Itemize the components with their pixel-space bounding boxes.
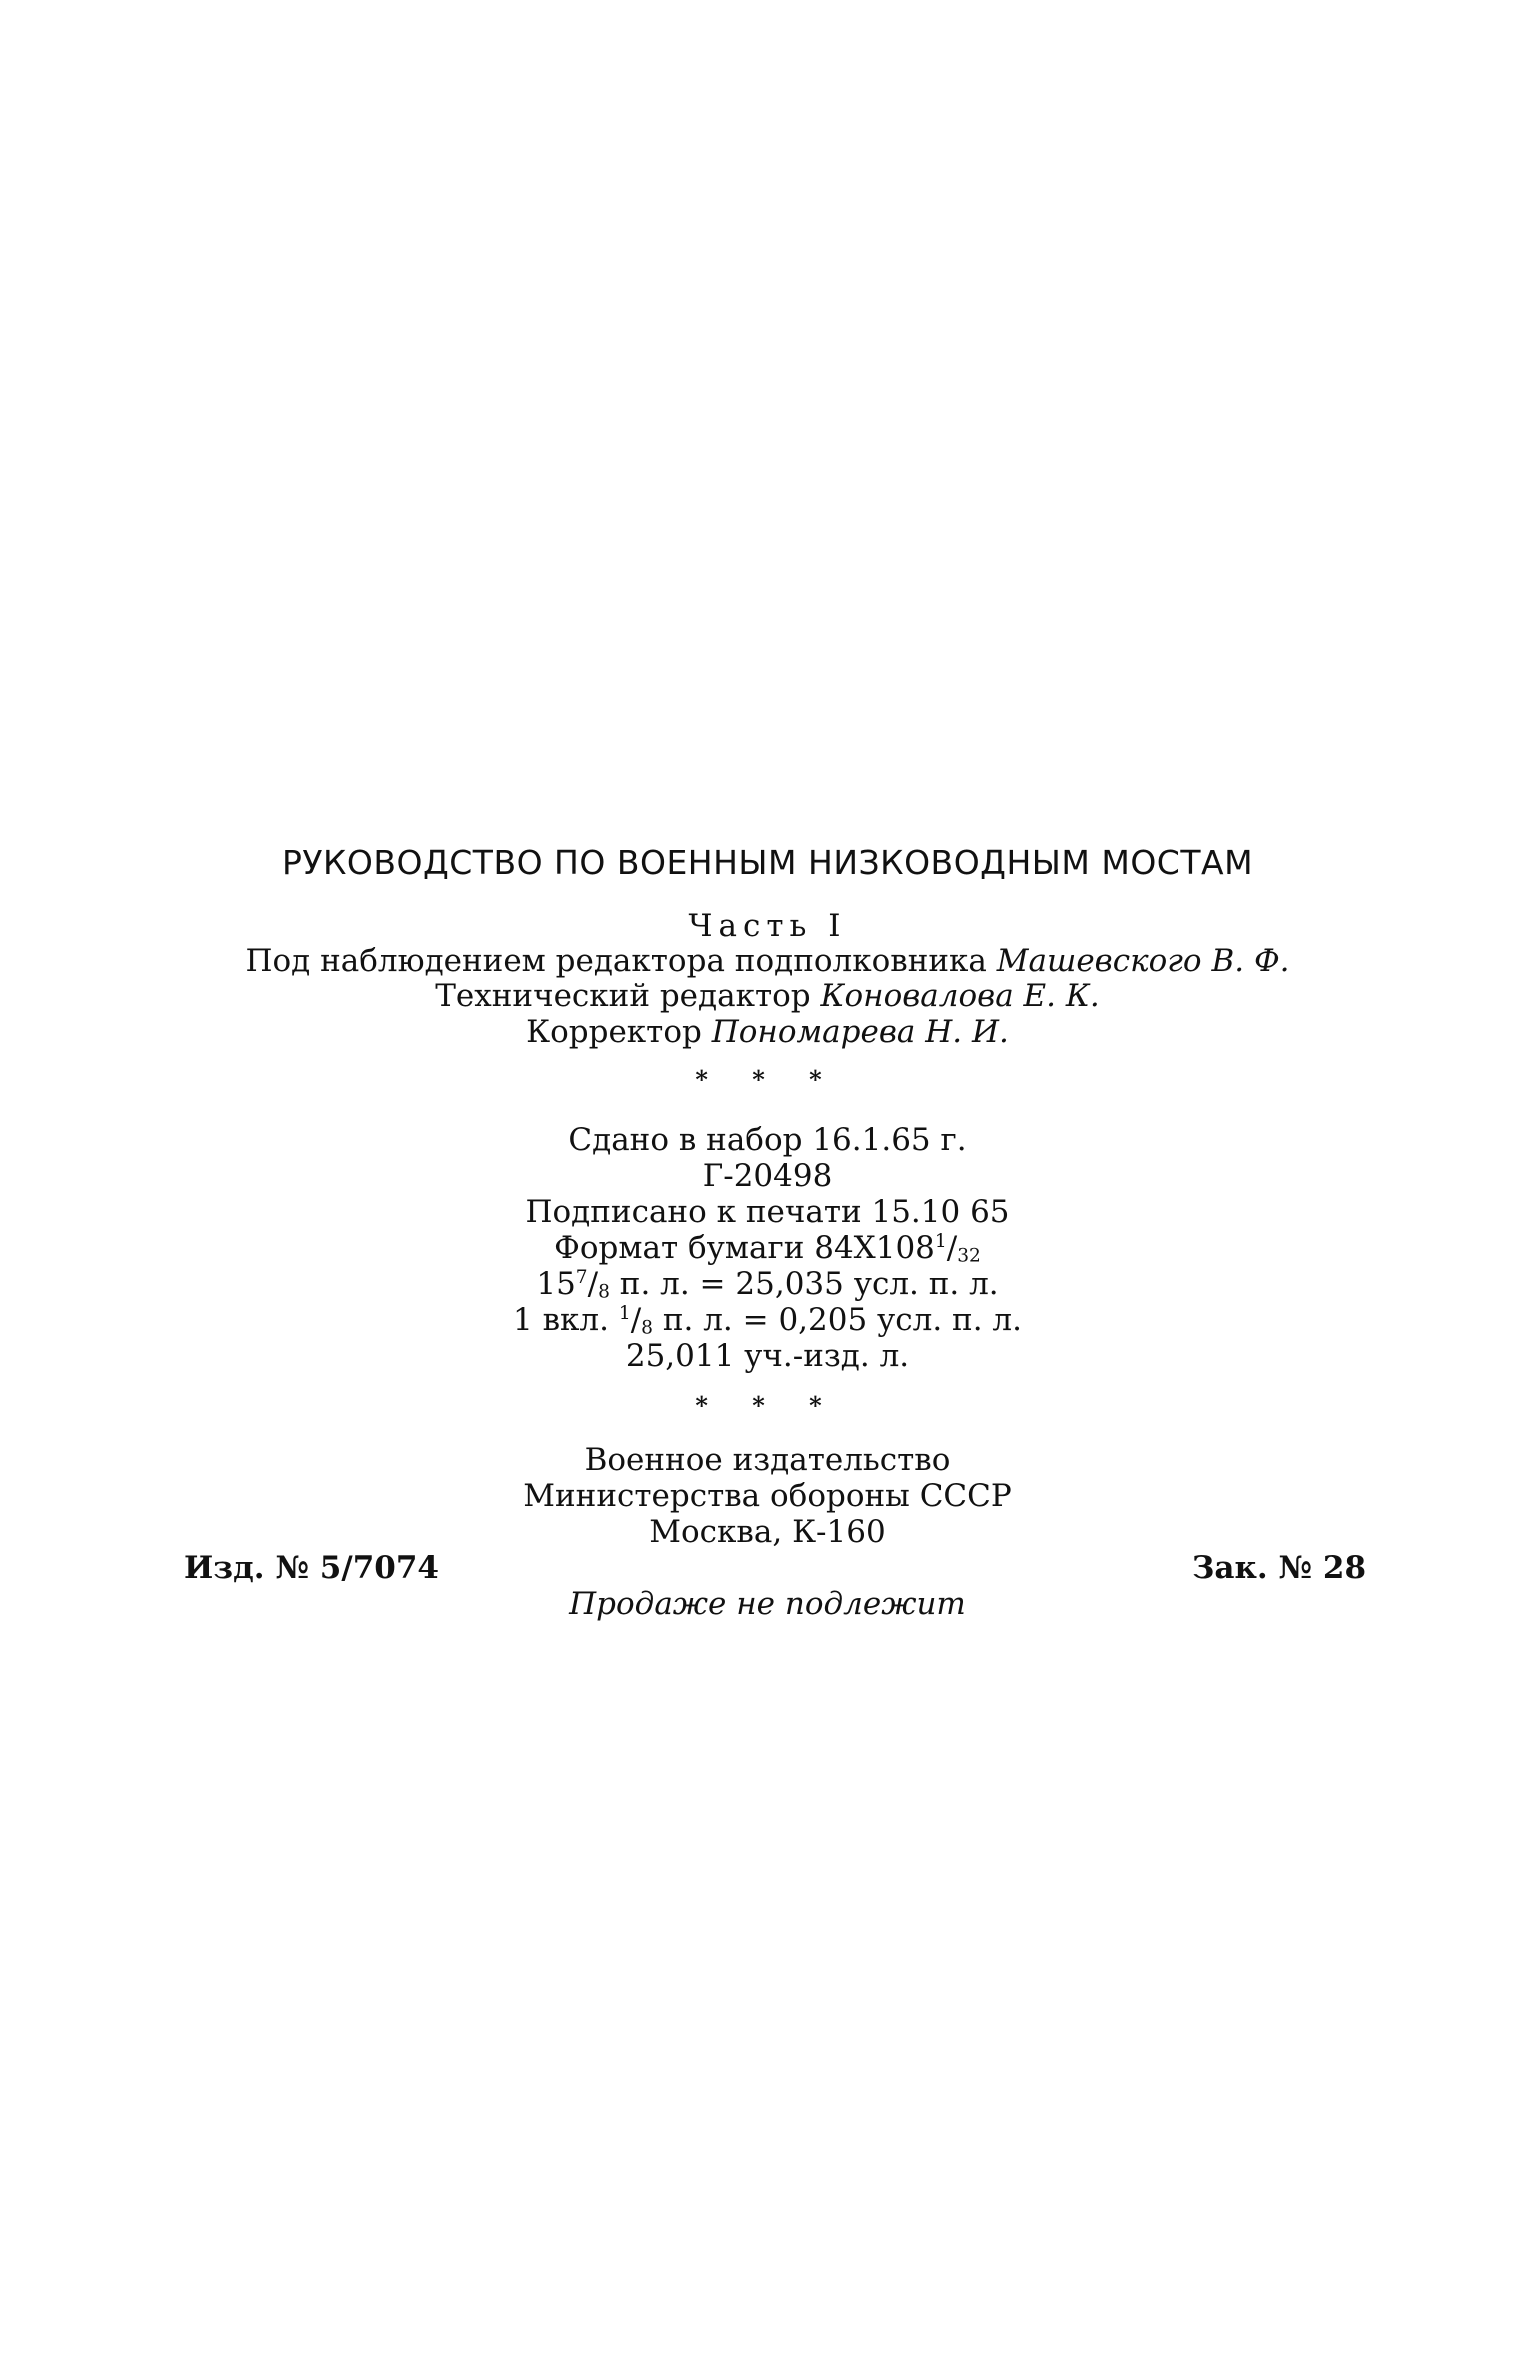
tech-editor-label: Технический редактор (435, 978, 811, 1014)
paper-format-numerator: 1 (934, 1230, 947, 1252)
tech-editor-name: Коновалова Е. К. (820, 978, 1100, 1014)
book-title: РУКОВОДСТВО ПО ВОЕННЫМ НИЗКОВОДНЫМ МОСТАМ (281, 843, 1254, 882)
paper-format: Формат бумаги $84Х108^1/_{32}$ (554, 1230, 981, 1267)
order-number: Зак. № 28 (1192, 1550, 1367, 1586)
not-for-sale: Продаже не подлежит (569, 1586, 966, 1622)
editor-label: Под наблюдением редактора подполковника (245, 943, 987, 979)
printed-sheets-numerator: 7 (575, 1266, 588, 1288)
printed-sheets-rest: п. л. = 25,035 усл. п. л. (609, 1266, 999, 1302)
separator-stars-1: * * * (695, 1065, 840, 1094)
print-code: Г-20498 (702, 1158, 833, 1194)
part-label: Часть I (688, 908, 847, 944)
corrector-label: Корректор (526, 1014, 702, 1050)
printed-sheets-denominator: 8 (598, 1281, 610, 1303)
corrector-name: Пономарева Н. И. (711, 1014, 1009, 1050)
signed-date: Подписано к печати 15.10 65 (525, 1194, 1010, 1230)
editor-name: Машевского В. Ф. (996, 943, 1290, 979)
insert-sheets-prefix: 1 вкл. (513, 1302, 619, 1338)
paper-format-denominator: 32 (957, 1245, 981, 1267)
publisher-line-2: Министерства обороны СССР (523, 1478, 1012, 1514)
publisher-line-3: Москва, К-160 (649, 1514, 886, 1550)
typeset-date: Сдано в набор 16.1.65 г. (568, 1122, 967, 1158)
corrector-line (0, 1012, 1535, 1052)
printed-sheets-whole: 15 (536, 1266, 576, 1302)
tech-editor-line (0, 976, 1535, 1016)
insert-sheets: 1 вкл. $^1/_8$ п. л. = 0,205 усл. п. л. (513, 1302, 1022, 1339)
paper-format-prefix: Формат бумаги 84Х108 (554, 1230, 935, 1266)
printed-sheets: $15^7/_8$ п. л. = 25,035 усл. п. л. (536, 1266, 999, 1303)
editor-line (0, 941, 1535, 981)
edition-number: Изд. № 5/7074 (184, 1550, 439, 1586)
insert-sheets-denominator: 8 (641, 1317, 653, 1339)
insert-sheets-rest: п. л. = 0,205 усл. п. л. (652, 1302, 1022, 1338)
publisher-sheets: 25,011 уч.-изд. л. (625, 1338, 910, 1374)
separator-stars-2: * * * (695, 1391, 840, 1420)
publisher-line-1: Военное издательство (584, 1442, 951, 1478)
insert-sheets-numerator: 1 (618, 1302, 631, 1324)
